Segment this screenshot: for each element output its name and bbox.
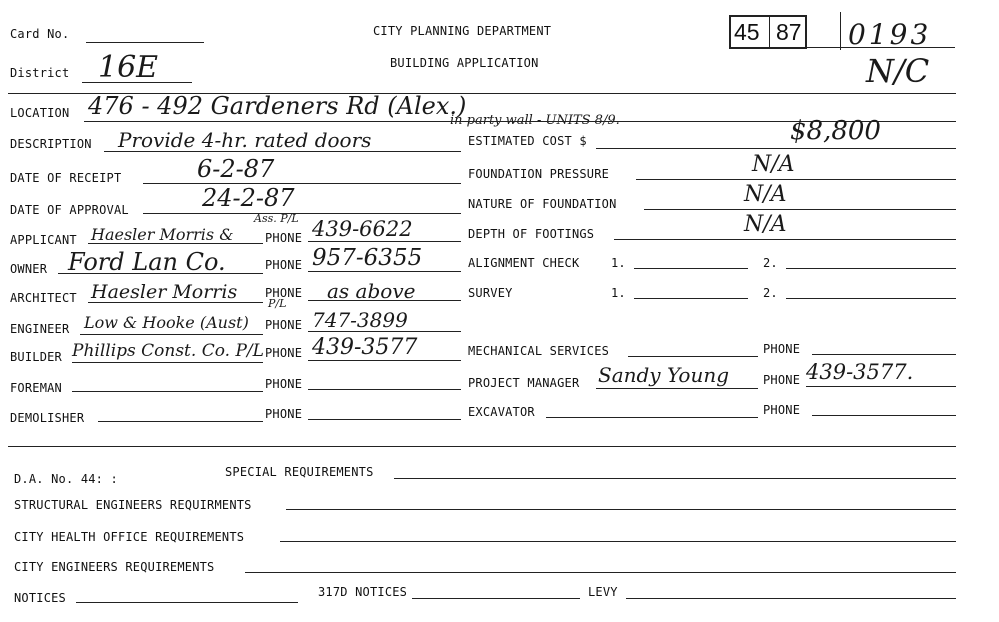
owner-phone-value: 957-6355 bbox=[312, 245, 423, 271]
foreman-label: FOREMAN bbox=[10, 381, 62, 395]
ref-box-divider bbox=[769, 16, 770, 47]
project-manager-value: Sandy Young bbox=[598, 363, 730, 387]
architect-value: Haesler Morris bbox=[91, 281, 238, 303]
demolisher-label: DEMOLISHER bbox=[10, 411, 85, 425]
location-label: LOCATION bbox=[10, 106, 70, 120]
applicant-value: Haesler Morris & bbox=[91, 225, 234, 244]
survey-1-line bbox=[634, 298, 748, 299]
ref-mid-number: 87 bbox=[776, 19, 802, 45]
engineer-value: Low & Hooke (Aust) bbox=[84, 313, 249, 332]
architect-phone-label: PHONE bbox=[265, 286, 303, 300]
architect-note: P/L bbox=[268, 297, 287, 310]
city-engineers-label: CITY ENGINEERS REQUIREMENTS bbox=[14, 560, 215, 574]
applicant-line bbox=[88, 243, 263, 244]
description-label: DESCRIPTION bbox=[10, 137, 92, 151]
project-manager-line bbox=[596, 388, 758, 389]
survey-1-label: 1. bbox=[611, 286, 626, 300]
depth-footings-value: N/A bbox=[744, 212, 787, 237]
alignment-2-line bbox=[786, 268, 956, 269]
district-label: District bbox=[10, 66, 70, 80]
date-receipt-label: DATE OF RECEIPT bbox=[10, 171, 122, 185]
foundation-pressure-line bbox=[636, 179, 956, 180]
builder-label: BUILDER bbox=[10, 350, 62, 364]
description-line bbox=[104, 151, 461, 152]
applicant-phone-value: 439-6622 bbox=[312, 217, 413, 241]
demolisher-phone-line bbox=[308, 419, 461, 420]
engineer-phone-line bbox=[308, 331, 461, 332]
mechanical-phone-label: PHONE bbox=[763, 342, 801, 356]
form-title: CITY PLANNING DEPARTMENT bbox=[373, 24, 552, 38]
engineer-phone-value: 747-3899 bbox=[312, 308, 408, 332]
date-receipt-value: 6-2-87 bbox=[197, 155, 275, 183]
foundation-pressure-value: N/A bbox=[752, 152, 795, 177]
builder-phone-line bbox=[308, 360, 461, 361]
depth-footings-line bbox=[614, 239, 956, 240]
engineer-label: ENGINEER bbox=[10, 322, 70, 336]
date-approval-label: DATE OF APPROVAL bbox=[10, 203, 129, 217]
owner-phone-line bbox=[308, 271, 461, 272]
levy-label: LEVY bbox=[588, 585, 618, 599]
project-manager-phone-line bbox=[806, 386, 956, 387]
owner-line bbox=[58, 273, 263, 274]
engineer-phone-label: PHONE bbox=[265, 318, 303, 332]
nature-foundation-line bbox=[644, 209, 956, 210]
depth-footings-label: DEPTH OF FOOTINGS bbox=[468, 227, 595, 241]
notices-label: NOTICES bbox=[14, 591, 66, 605]
architect-label: ARCHITECT bbox=[10, 291, 77, 305]
excavator-line bbox=[546, 417, 758, 418]
nature-foundation-label: NATURE OF FOUNDATION bbox=[468, 197, 617, 211]
corner-note: N/C bbox=[866, 52, 930, 90]
da-number-label: D.A. No. 44: : bbox=[14, 472, 118, 486]
structural-requirements-label: STRUCTURAL ENGINEERS REQUIRMENTS bbox=[14, 498, 252, 512]
mechanical-phone-line bbox=[812, 354, 956, 355]
health-requirements-line bbox=[280, 541, 956, 542]
owner-label: OWNER bbox=[10, 262, 48, 276]
mechanical-line bbox=[628, 356, 758, 357]
health-requirements-label: CITY HEALTH OFFICE REQUIREMENTS bbox=[14, 530, 245, 544]
location-value: 476 - 492 Gardeners Rd (Alex.) bbox=[88, 92, 467, 120]
card-no-label: Card No. bbox=[10, 27, 70, 41]
applicant-label: APPLICANT bbox=[10, 233, 77, 247]
notices-317d-label: 317D NOTICES bbox=[318, 585, 408, 599]
foreman-line bbox=[72, 391, 263, 392]
ref-left-number: 45 bbox=[734, 19, 760, 45]
structural-requirements-line bbox=[286, 509, 956, 510]
excavator-phone-label: PHONE bbox=[763, 403, 801, 417]
estimated-cost-line bbox=[596, 148, 956, 149]
applicant-phone-line bbox=[308, 241, 461, 242]
excavator-label: EXCAVATOR bbox=[468, 405, 535, 419]
foundation-pressure-label: FOUNDATION PRESSURE bbox=[468, 167, 610, 181]
ref-right-number: 0193 bbox=[848, 18, 932, 51]
foreman-phone-line bbox=[308, 389, 461, 390]
builder-phone-label: PHONE bbox=[265, 346, 303, 360]
survey-2-line bbox=[786, 298, 956, 299]
engineer-line bbox=[80, 334, 263, 335]
excavator-phone-line bbox=[812, 415, 956, 416]
ref-divider-right bbox=[840, 12, 841, 50]
special-requirements-label: SPECIAL REQUIREMENTS bbox=[225, 465, 374, 479]
survey-label: SURVEY bbox=[468, 286, 513, 300]
project-manager-phone-label: PHONE bbox=[763, 373, 801, 387]
date-receipt-line bbox=[143, 183, 461, 184]
special-requirements-line bbox=[394, 478, 956, 479]
location-note: in party wall - UNITS 8/9. bbox=[450, 113, 620, 128]
mechanical-label: MECHANICAL SERVICES bbox=[468, 344, 610, 358]
survey-2-label: 2. bbox=[763, 286, 778, 300]
district-value: 16E bbox=[98, 50, 159, 85]
alignment-1-label: 1. bbox=[611, 256, 626, 270]
date-approval-line bbox=[143, 213, 461, 214]
card-no-line bbox=[86, 42, 204, 43]
city-engineers-line bbox=[245, 572, 956, 573]
project-manager-label: PROJECT MANAGER bbox=[468, 376, 580, 390]
estimated-cost-value: $8,800 bbox=[790, 116, 881, 146]
builder-value: Phillips Const. Co. P/L bbox=[72, 341, 264, 361]
applicant-phone-label: PHONE bbox=[265, 231, 303, 245]
owner-phone-label: PHONE bbox=[265, 258, 303, 272]
architect-line bbox=[88, 302, 263, 303]
section-divider bbox=[8, 446, 956, 447]
demolisher-line bbox=[98, 421, 263, 422]
date-approval-value: 24-2-87 bbox=[202, 184, 295, 212]
project-manager-phone-value: 439-3577. bbox=[806, 360, 914, 384]
form-subtitle: BUILDING APPLICATION bbox=[390, 56, 539, 70]
demolisher-phone-label: PHONE bbox=[265, 407, 303, 421]
district-line bbox=[82, 82, 192, 83]
owner-value: Ford Lan Co. bbox=[68, 248, 226, 276]
levy-line bbox=[626, 598, 956, 599]
nature-foundation-value: N/A bbox=[744, 182, 787, 207]
architect-phone-value: as above bbox=[327, 279, 416, 303]
applicant-note: Ass. P/L bbox=[254, 212, 299, 225]
alignment-1-line bbox=[634, 268, 748, 269]
alignment-2-label: 2. bbox=[763, 256, 778, 270]
builder-line bbox=[72, 362, 263, 363]
builder-phone-value: 439-3577 bbox=[312, 335, 418, 360]
notices-line bbox=[76, 602, 298, 603]
description-value: Provide 4-hr. rated doors bbox=[118, 128, 372, 152]
alignment-label: ALIGNMENT CHECK bbox=[468, 256, 580, 270]
architect-phone-line bbox=[308, 300, 461, 301]
estimated-cost-label: ESTIMATED COST $ bbox=[468, 134, 587, 148]
notices-317d-line bbox=[412, 598, 580, 599]
foreman-phone-label: PHONE bbox=[265, 377, 303, 391]
